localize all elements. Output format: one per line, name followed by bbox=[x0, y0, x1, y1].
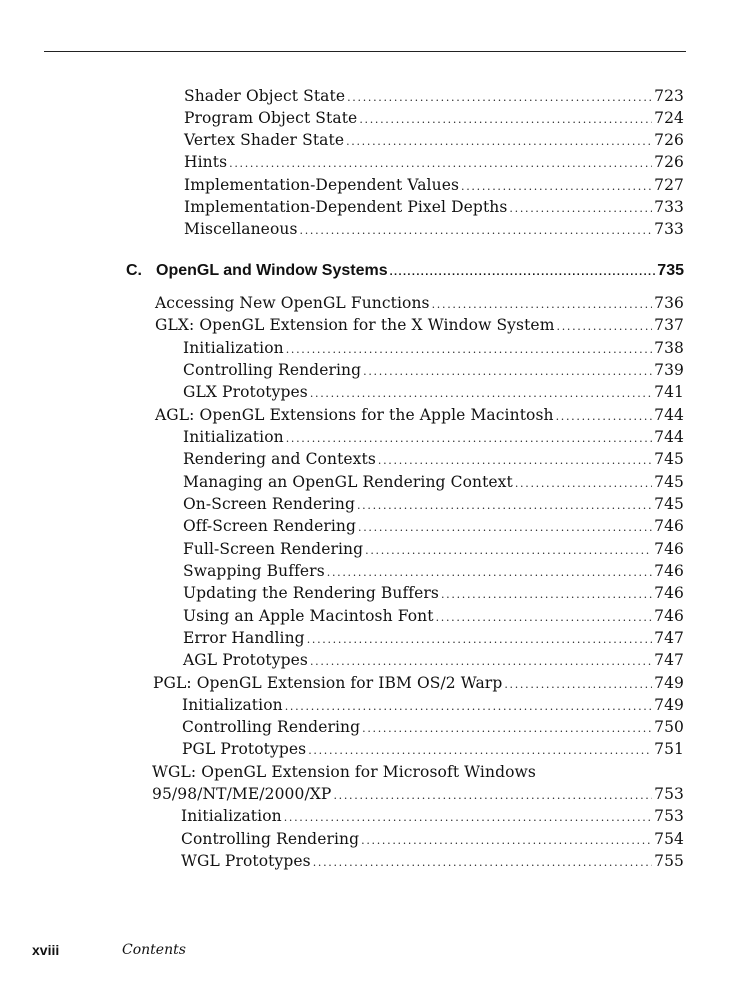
leader-dots bbox=[310, 384, 652, 404]
leader-dots bbox=[359, 110, 652, 130]
toc-entry[interactable] bbox=[183, 606, 684, 628]
leader-dots bbox=[365, 541, 652, 561]
leader-dots bbox=[229, 154, 652, 174]
toc-entry-page: 745 bbox=[654, 495, 684, 513]
leader-dots bbox=[357, 496, 652, 516]
toc-entry[interactable] bbox=[184, 130, 684, 152]
leader-dots bbox=[509, 199, 652, 219]
toc-entry-page: 733 bbox=[654, 220, 684, 238]
footer-running-title: Contents bbox=[122, 942, 186, 958]
toc-entry-title: Accessing New OpenGL Functions bbox=[155, 294, 430, 312]
toc-entry-title: Controlling Rendering bbox=[181, 830, 360, 848]
toc-entry-title: Using an Apple Macintosh Font bbox=[183, 607, 434, 625]
toc-entry-title: AGL Prototypes bbox=[183, 651, 308, 669]
toc-entry[interactable] bbox=[183, 449, 684, 471]
leader-dots bbox=[461, 177, 652, 197]
toc-entry-page: 749 bbox=[654, 674, 684, 692]
footer-page-number: xviii bbox=[32, 942, 60, 958]
toc-entry[interactable] bbox=[182, 717, 684, 739]
toc-entry-page: 739 bbox=[654, 361, 684, 379]
toc-entry-page: 744 bbox=[654, 406, 684, 424]
toc-entry-page: 755 bbox=[654, 852, 684, 870]
toc-entry-page: 746 bbox=[654, 562, 684, 580]
toc-entry-title: GLX: OpenGL Extension for the X Window System bbox=[155, 316, 555, 334]
toc-entry-page: 738 bbox=[654, 339, 684, 357]
toc-entry[interactable] bbox=[183, 539, 684, 561]
toc-entry-title: WGL: OpenGL Extension for Microsoft Windows bbox=[152, 763, 536, 781]
leader-dots bbox=[557, 317, 653, 337]
toc-entry-page: 753 bbox=[654, 785, 684, 803]
toc-entry-page: 753 bbox=[654, 807, 684, 825]
toc-entry-page: 733 bbox=[654, 198, 684, 216]
toc-entry-page: 745 bbox=[654, 450, 684, 468]
toc-entry[interactable] bbox=[155, 315, 684, 337]
toc-entry[interactable] bbox=[183, 650, 684, 672]
toc-entry-wrapped-first-line[interactable] bbox=[152, 762, 684, 782]
toc-entry-title: Swapping Buffers bbox=[183, 562, 325, 580]
leader-dots bbox=[313, 853, 652, 873]
toc-entry[interactable] bbox=[183, 628, 684, 650]
leader-dots bbox=[347, 88, 652, 108]
toc-entry-title: Initialization bbox=[182, 696, 283, 714]
toc-entry-title: WGL Prototypes bbox=[181, 852, 311, 870]
toc-entry-page: 746 bbox=[654, 584, 684, 602]
toc-entry-title: Controlling Rendering bbox=[182, 718, 361, 736]
toc-entry-title: Initialization bbox=[183, 428, 284, 446]
leader-dots bbox=[378, 451, 652, 471]
toc-entry-page: 749 bbox=[654, 696, 684, 714]
toc-entry[interactable] bbox=[183, 516, 684, 538]
toc-entry-title: Vertex Shader State bbox=[184, 131, 345, 149]
toc-entry-title: Rendering and Contexts bbox=[183, 450, 376, 468]
toc-entry-title: AGL: OpenGL Extensions for the Apple Macintosh bbox=[155, 406, 554, 424]
leader-dots bbox=[333, 786, 652, 806]
toc-entry-title: Updating the Rendering Buffers bbox=[183, 584, 439, 602]
toc-entry[interactable] bbox=[152, 784, 684, 806]
toc-entry-title: GLX Prototypes bbox=[183, 383, 308, 401]
appendix-heading[interactable] bbox=[126, 261, 684, 282]
toc-entry[interactable] bbox=[184, 219, 684, 241]
toc-entry[interactable] bbox=[184, 197, 684, 219]
toc-entry-title: Initialization bbox=[181, 807, 282, 825]
leader-dots bbox=[504, 675, 652, 695]
leader-dots bbox=[310, 652, 652, 672]
toc-entry-page: 737 bbox=[654, 316, 684, 334]
toc-entry-title: Shader Object State bbox=[184, 87, 346, 105]
leader-dots bbox=[362, 719, 652, 739]
toc-entry[interactable] bbox=[183, 494, 684, 516]
toc-entry[interactable] bbox=[184, 152, 684, 174]
appendix-title: OpenGL and Window Systems bbox=[156, 262, 388, 279]
toc-entry-page: 723 bbox=[654, 87, 684, 105]
toc-entry-title: Controlling Rendering bbox=[183, 361, 362, 379]
leader-dots bbox=[436, 608, 653, 628]
leader-dots bbox=[308, 741, 652, 761]
toc-entry-page: 745 bbox=[654, 473, 684, 491]
leader-dots bbox=[307, 630, 652, 650]
toc-entry-title: On-Screen Rendering bbox=[183, 495, 355, 513]
toc-entry-page: 726 bbox=[654, 153, 684, 171]
toc-entry-title: Managing an OpenGL Rendering Context bbox=[183, 473, 513, 491]
toc-entry-page: 736 bbox=[654, 294, 684, 312]
toc-entry-title: PGL Prototypes bbox=[182, 740, 307, 758]
toc-entry-page: 754 bbox=[654, 830, 684, 848]
toc-entry-page: 726 bbox=[654, 131, 684, 149]
leader-dots bbox=[363, 362, 652, 382]
appendix-page: 735 bbox=[657, 262, 684, 279]
toc-entry[interactable] bbox=[181, 806, 684, 828]
toc-entry-page: 746 bbox=[654, 540, 684, 558]
toc-entry[interactable] bbox=[183, 427, 684, 449]
toc-entry-title: Implementation-Dependent Pixel Depths bbox=[184, 198, 508, 216]
toc-entry-page: 741 bbox=[654, 383, 684, 401]
toc-entry-title: Implementation-Dependent Values bbox=[184, 176, 460, 194]
toc-entry[interactable] bbox=[183, 561, 684, 583]
leader-dots bbox=[300, 221, 653, 241]
toc-entry[interactable] bbox=[181, 851, 684, 873]
toc-entry[interactable] bbox=[153, 673, 684, 695]
leader-dots bbox=[327, 563, 652, 583]
toc-entry[interactable] bbox=[183, 583, 684, 605]
toc-entry-title: 95/98/NT/ME/2000/XP bbox=[152, 785, 332, 803]
toc-entry[interactable] bbox=[184, 108, 684, 130]
toc-entry-page: 750 bbox=[654, 718, 684, 736]
toc-entry[interactable] bbox=[155, 405, 684, 427]
toc-entry-title: Full-Screen Rendering bbox=[183, 540, 364, 558]
leader-dots bbox=[286, 429, 652, 449]
toc-entry[interactable] bbox=[183, 472, 684, 494]
toc-entry-page: 746 bbox=[654, 517, 684, 535]
toc-entry-page: 747 bbox=[654, 651, 684, 669]
toc-entry-title: Hints bbox=[184, 153, 228, 171]
leader-dots bbox=[390, 262, 656, 282]
toc-entry-title: Error Handling bbox=[183, 629, 305, 647]
toc-entry-title: Off-Screen Rendering bbox=[183, 517, 357, 535]
leader-dots bbox=[346, 132, 652, 152]
toc-entry-page: 744 bbox=[654, 428, 684, 446]
appendix-letter: C. bbox=[126, 262, 142, 279]
toc-entry-page: 727 bbox=[654, 176, 684, 194]
toc-entry-page: 724 bbox=[654, 109, 684, 127]
toc-entry-title: Initialization bbox=[183, 339, 284, 357]
toc-entry[interactable] bbox=[182, 739, 684, 761]
toc-entry-title: Miscellaneous bbox=[184, 220, 298, 238]
leader-dots bbox=[515, 474, 652, 494]
toc-entry[interactable] bbox=[183, 382, 684, 404]
toc-entry[interactable] bbox=[184, 86, 684, 108]
toc-entry-page: 751 bbox=[654, 740, 684, 758]
toc-entry-title: Program Object State bbox=[184, 109, 358, 127]
leader-dots bbox=[286, 340, 652, 360]
toc-entry[interactable] bbox=[181, 829, 684, 851]
toc-entry-title: PGL: OpenGL Extension for IBM OS/2 Warp bbox=[153, 674, 503, 692]
leader-dots bbox=[285, 697, 652, 717]
toc-entry[interactable] bbox=[184, 175, 684, 197]
toc-entry[interactable] bbox=[183, 338, 684, 360]
leader-dots bbox=[358, 518, 652, 538]
leader-dots bbox=[284, 808, 652, 828]
toc-entry[interactable] bbox=[182, 695, 684, 717]
toc-entry-page: 747 bbox=[654, 629, 684, 647]
toc-entry[interactable] bbox=[183, 360, 684, 382]
leader-dots bbox=[556, 407, 653, 427]
leader-dots bbox=[432, 295, 653, 315]
toc-entry[interactable] bbox=[155, 293, 684, 315]
toc-entry-page: 746 bbox=[654, 607, 684, 625]
leader-dots bbox=[441, 585, 652, 605]
leader-dots bbox=[361, 831, 652, 851]
